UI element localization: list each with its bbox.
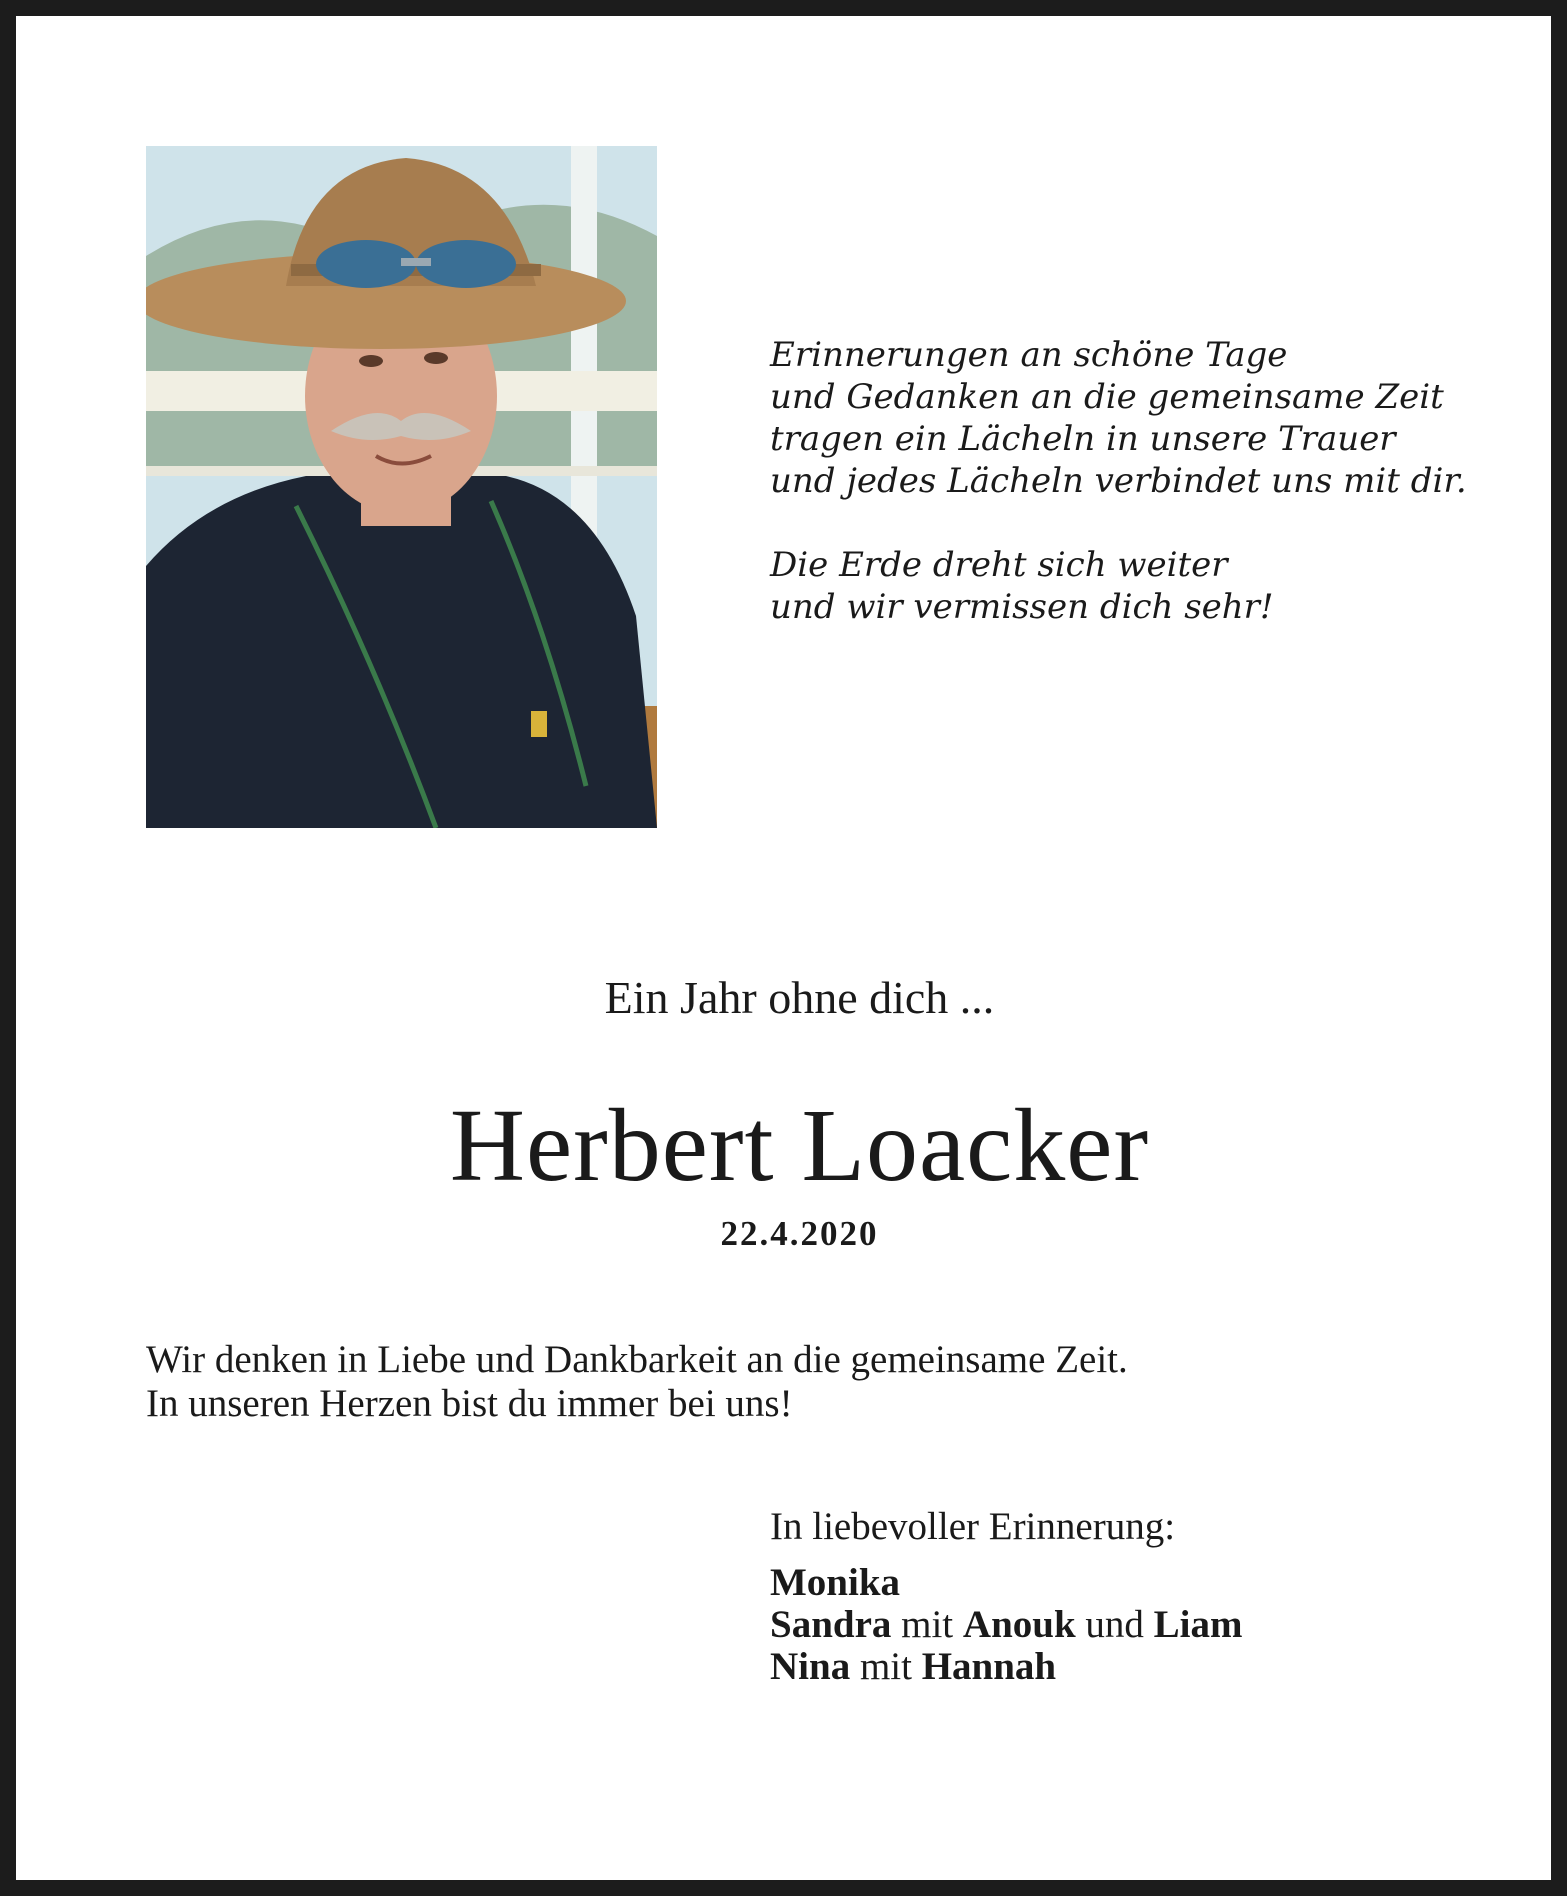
thanks-line: In unseren Herzen bist du immer bei uns! [146, 1382, 793, 1425]
connector-word: und [1075, 1603, 1154, 1646]
signoff-heading: In liebevoller Erinnerung: [770, 1505, 1176, 1548]
poem-line: Die Erde dreht sich weiter [770, 545, 1228, 585]
thanks-line: Wir denken in Liebe und Dankbarkeit an die gemeinsame Zeit. [146, 1338, 1128, 1381]
poem-line: und Gedanken an die gemeinsame Zeit [770, 377, 1444, 417]
family-name: Nina [770, 1645, 851, 1688]
connector-word: mit [891, 1603, 963, 1646]
photo-sunglass-bridge [401, 258, 431, 266]
family-name: Liam [1153, 1603, 1243, 1646]
poem-stanza-1 [770, 334, 1490, 502]
death-date: 22.4.2020 [720, 1214, 879, 1253]
family-name: Anouk [962, 1603, 1076, 1646]
thanks-text [146, 1338, 1446, 1426]
family-name: Monika [770, 1561, 901, 1604]
photo-eye-left [359, 355, 383, 367]
poem-line: tragen ein Lächeln in unsere Trauer [770, 419, 1396, 459]
deceased-name: Herbert Loacker [449, 1088, 1150, 1203]
signoff-line-1 [770, 1562, 1530, 1604]
photo-shirt-logo [531, 711, 547, 737]
signoff-line-3 [770, 1646, 1530, 1688]
photo-eye-right [424, 352, 448, 364]
poem-line: Erinnerungen an schöne Tage [770, 335, 1288, 375]
memorial-poem [770, 334, 1490, 670]
signoff-line-2 [770, 1604, 1530, 1646]
poem-line: und wir vermissen dich sehr! [770, 587, 1274, 627]
signoff-block [770, 1506, 1530, 1688]
portrait-illustration [146, 146, 657, 828]
poem-stanza-2 [770, 544, 1490, 628]
portrait-photo [146, 146, 657, 828]
connector-word: mit [850, 1645, 922, 1688]
family-name: Hannah [921, 1645, 1057, 1688]
photo-neck [361, 476, 451, 526]
family-name: Sandra [770, 1603, 892, 1646]
poem-line: und jedes Lächeln verbindet uns mit dir. [770, 461, 1467, 501]
photo-shirt [146, 476, 657, 828]
intro-line: Ein Jahr ohne dich ... [604, 972, 995, 1023]
